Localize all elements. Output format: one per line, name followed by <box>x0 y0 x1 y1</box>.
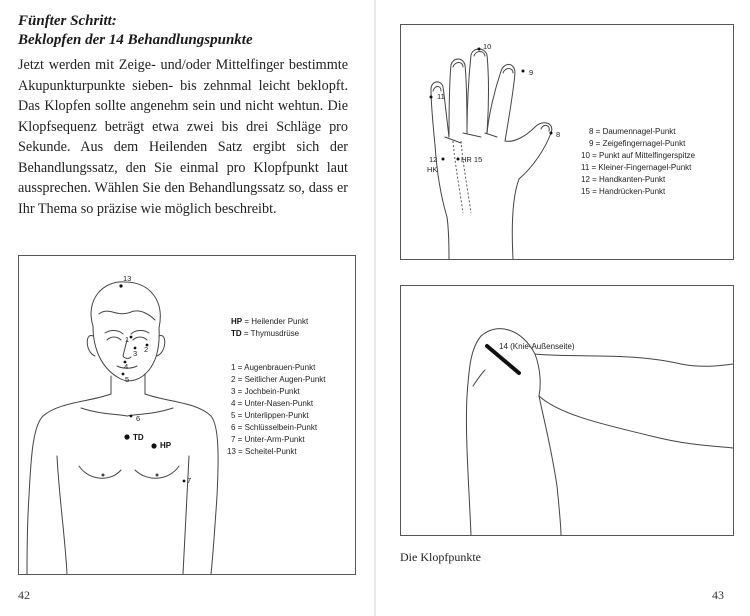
legend-item: 3 = Jochbein-Punkt <box>231 387 300 396</box>
point-5-label: 5 <box>125 375 130 384</box>
point-3-label: 3 <box>133 349 138 358</box>
hand-illustration <box>401 25 733 259</box>
left-shoulder-arm <box>27 394 111 574</box>
left-eyebrow <box>105 330 123 334</box>
body-illustration <box>19 256 355 574</box>
right-eyebrow <box>131 330 149 334</box>
right-eye <box>133 337 147 340</box>
page-number-left: 42 <box>18 588 30 602</box>
left-pec <box>79 466 121 478</box>
legend-hp <box>231 317 309 326</box>
point-hk-label: HK <box>427 165 438 174</box>
point-5-dot <box>122 373 125 376</box>
point-hr15-label: HR 15 <box>461 155 483 164</box>
point-10-label: 10 <box>483 42 492 51</box>
knee-figure <box>400 285 734 536</box>
nail-ring <box>453 63 463 68</box>
point-13-dot <box>119 284 122 287</box>
legend-item: 8 = Daumennagel-Punkt <box>589 127 676 136</box>
point-11-label: 11 <box>437 92 445 101</box>
point-9-label: 9 <box>529 68 534 77</box>
knee-illustration <box>401 286 733 535</box>
point-1-label: 1 <box>125 335 130 344</box>
legend-item: 13 = Scheitel-Punkt <box>227 447 297 456</box>
point-6-label: 6 <box>136 414 141 423</box>
point-hp-dot <box>151 443 156 448</box>
section-heading <box>18 12 358 50</box>
body-figure <box>18 255 356 575</box>
page-number-right: 43 <box>712 588 724 602</box>
legend-item: 15 = Handrücken-Punkt <box>581 187 666 196</box>
point-13-label: 13 <box>123 274 132 283</box>
thumb <box>505 123 552 179</box>
point-7-label: 7 <box>187 476 192 485</box>
legend-item: 12 = Handkanten-Punkt <box>581 175 666 184</box>
nail-little <box>433 87 441 92</box>
legend-item: 7 = Unter-Arm-Punkt <box>231 435 305 444</box>
point-1-dot <box>130 336 133 339</box>
kneecap-line <box>473 370 485 386</box>
legend-td-abbr: TD <box>231 329 242 338</box>
index-finger <box>487 64 515 141</box>
legend-item: 5 = Unterlippen-Punkt <box>231 411 309 420</box>
thigh-top-outline <box>535 354 733 366</box>
legend-item: 2 = Seitlicher Augen-Punkt <box>231 375 326 384</box>
left-eye <box>107 337 121 340</box>
legend-item: 9 = Zeigefingernagel-Punkt <box>589 139 686 148</box>
legend-td <box>231 329 300 338</box>
body-paragraph: Jetzt werden mit Zeige- und/oder Mittelfinger bestimmte Akupunkturpunkte sieben- bis zehnmal leicht beklopft. Das Klopfen sollte angenehm sein und nicht wehtun. Die Klopfsequenz beträgt etwa zwei bis drei Schläge pro Sekunde. Aus dem Heilenden Satz ergibt sich der Behandlungssatz, den Sie einmal pro Klopfpunkt laut aussprechen. Wählen Sie den Behandlungssatz so, dass er Ihr Thema so präzise wie möglich beschreibt. <box>18 57 348 217</box>
nail-thumb <box>541 125 549 131</box>
legend-item: 11 = Kleiner-Fingernagel-Punkt <box>581 163 692 172</box>
legend-hp-text: = Heilender Punkt <box>242 317 309 326</box>
legend-td-text: = Thymusdrüse <box>241 329 300 338</box>
point-7-dot <box>183 480 186 483</box>
right-torso-side <box>183 456 192 574</box>
nail-index <box>503 69 513 74</box>
ring-finger <box>449 59 467 137</box>
point-10-dot <box>478 48 481 51</box>
thigh-bottom-outline <box>539 396 733 448</box>
hand-figure <box>400 24 734 260</box>
legend-item: 10 = Punkt auf Mittelfingerspitze <box>581 151 696 160</box>
point-12-label: 12 <box>429 155 438 164</box>
point-hp-label: HP <box>160 441 172 450</box>
point-8-dot <box>550 132 553 135</box>
legend-item: 1 = Augenbrauen-Punkt <box>231 363 316 372</box>
shin-back-outline <box>539 396 561 535</box>
point-6-dot <box>130 415 133 418</box>
collarbones <box>81 408 173 416</box>
legend-item: 6 = Schlüsselbein-Punkt <box>231 423 318 432</box>
heading-line-2: Beklopfen der 14 Behandlungspunkte <box>18 32 253 48</box>
point-td-label: TD <box>133 433 144 442</box>
middle-finger <box>467 49 489 133</box>
point-11-dot <box>430 96 433 99</box>
point-15-dot <box>457 158 460 161</box>
legend-hp-abbr: HP <box>231 317 243 326</box>
point-14-label: 14 (Knie-Außenseite) <box>499 342 575 351</box>
point-9-dot <box>522 70 525 73</box>
point-8-label: 8 <box>556 130 561 139</box>
hk-strip-left <box>453 141 463 213</box>
point-12-dot <box>442 158 445 161</box>
figure-caption: Die Klopfpunkte <box>400 550 481 564</box>
hairline <box>99 311 155 320</box>
heading-line-1: Fünfter Schritt: <box>18 13 117 29</box>
legend-item: 4 = Unter-Nasen-Punkt <box>231 399 314 408</box>
point-4-label: 4 <box>124 362 129 371</box>
palm-right-edge <box>512 179 519 259</box>
nail-middle <box>474 52 485 57</box>
right-shoulder-arm <box>145 394 218 574</box>
left-nipple <box>102 474 105 477</box>
right-nipple <box>156 474 159 477</box>
head-top-outline <box>91 282 160 328</box>
point-2-label: 2 <box>144 345 149 354</box>
hk-strip-right <box>461 141 471 213</box>
left-torso-side <box>57 456 67 574</box>
point-td-dot <box>124 434 129 439</box>
